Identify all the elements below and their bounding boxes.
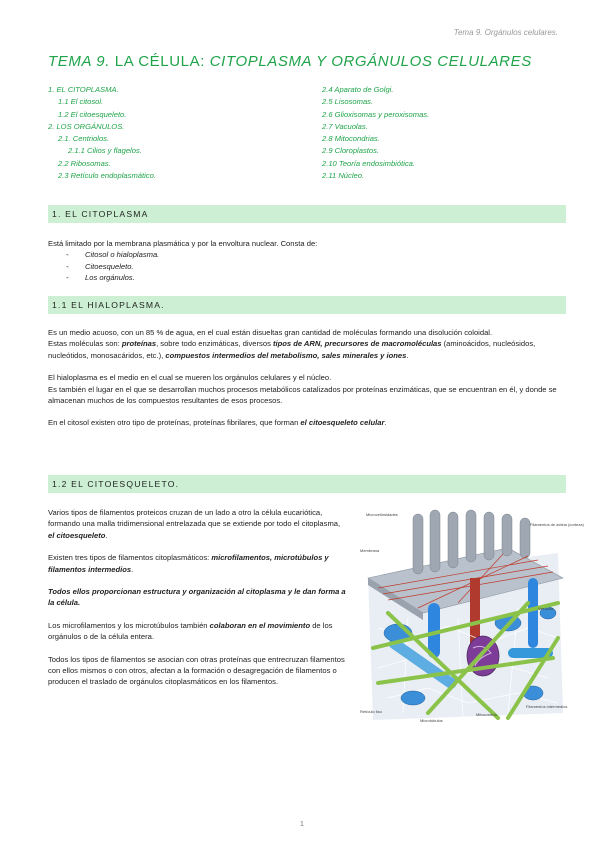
toc-left-column	[48, 84, 308, 182]
label-microvilli: Microvellosidades	[366, 512, 398, 517]
label-membrane: Membrana	[360, 548, 380, 553]
toc-item[interactable]: 2.4 Aparato de Golgi.	[322, 85, 394, 94]
cytoskeleton-diagram	[358, 508, 584, 724]
label-reticulum: Retículo liso	[360, 709, 382, 714]
page-number: 1	[300, 821, 304, 828]
label-actin: Filamentos de actina (corteza)	[530, 522, 584, 527]
paragraph: Los microfilamentos y los microtúbulos también colaboran en el movimiento de los orgánulos o de la célula entera.	[48, 620, 333, 642]
paragraph: Existen tres tipos de filamentos citoplasmáticos: microfilamentos, microtúbulos y filamentos intermedios.	[48, 553, 329, 574]
toc-item[interactable]: 2.8 Mitocondrias.	[322, 134, 380, 144]
paragraph: Varios tipos de filamentos proteicos cruzan de un lado a otro la célula eucariótica, formando una malla tridimensional entrelazada que se extiende por todo el citoplasma, el citoesqueleto.	[48, 508, 341, 540]
paragraph: Todos los tipos de filamentos se asocian con otras proteínas que entrecruzan filamentos con ellos mismos o con otros, afectan a la formación o desagregación de filamentos o producen el traslado de orgánulos citoplasmáticos en los filamentos.	[48, 654, 345, 687]
toc-item[interactable]: 2.2 Ribosomas.	[58, 158, 111, 168]
paragraph: En el citosol existen otro tipo de proteínas, proteínas fibrilares, que forman el citoesqueleto celular.	[48, 418, 387, 428]
paragraph: Es un medio acuoso, con un 85 % de agua, en el cual están disueltas gran cantidad de moléculas formando una disolución coloidal.	[48, 328, 493, 337]
toc-item[interactable]: 2.5 Lisosomas.	[322, 97, 374, 107]
running-header: Tema 9. Orgánulos celulares.	[453, 28, 558, 37]
toc-item[interactable]: 2.9 Cloroplastos.	[322, 146, 379, 156]
toc-item[interactable]: 2.11 Núcleo.	[322, 171, 365, 181]
list-item: - Citosol o hialoplasma.	[66, 250, 160, 260]
label-vesicle: Vesícula	[538, 606, 554, 611]
cytoskeleton-illustration	[358, 508, 584, 724]
paragraph: Es también el lugar en el que se desarrollan muchos procesos metabólicos catalizados por proteínas enzimáticas, que se encuentran en él, y donde se almacenan muchos de los compuestos resultantes de esos procesos.	[48, 384, 557, 406]
toc-item[interactable]: 2. LOS ORGÁNULOS.	[48, 121, 125, 131]
title-part-2: LA CÉLULA:	[114, 53, 210, 70]
toc-item[interactable]: 2.1. Centriolos.	[58, 134, 110, 144]
citoesqueleto-body	[48, 507, 348, 699]
label-mitochondrion: Mitocondria	[476, 712, 497, 717]
section-heading-citoplasma: 1. EL CITOPLASMA	[48, 205, 566, 223]
citoplasma-body	[48, 238, 562, 284]
toc-item[interactable]: 2.1.1 Cilios y flagelos.	[68, 146, 142, 156]
toc-right-column	[322, 84, 562, 182]
toc-item[interactable]: 2.6 Glioxisomas y peroxisomas.	[322, 109, 430, 119]
hialoplasma-body	[48, 327, 562, 429]
label-intermediate: Filamentos intermedios	[526, 704, 568, 709]
toc-item[interactable]: 1.2 El citoesqueleto.	[58, 109, 127, 119]
section-heading-citoesqueleto: 1.2 EL CITOESQUELETO.	[48, 475, 566, 493]
page-title	[48, 53, 532, 70]
toc-item[interactable]: 2.3 Retículo endoplasmático.	[58, 171, 156, 181]
section-heading-hialoplasma: 1.1 EL HIALOPLASMA.	[48, 296, 566, 314]
paragraph: Estas moléculas son: proteínas, sobre todo enzimáticas, diversos tipos de ARN, precursores de macromoléculas (aminoácidos, nucleósidos, nucleótidos, monosacáridos, etc.), compuestos intermedios del metabolismo, sales minerales y iones.	[48, 339, 536, 360]
title-part-3: CITOPLASMA Y ORGÁNULOS CELULARES	[209, 53, 532, 70]
list-item: - Los orgánulos.	[66, 273, 135, 283]
label-microtubules: Microtúbulos	[420, 718, 443, 723]
toc-item[interactable]: 1. EL CITOPLASMA.	[48, 85, 119, 94]
paragraph: El hialoplasma es el medio en el cual se mueren los orgánulos celulares y el núcleo.	[48, 373, 332, 383]
toc-item[interactable]: 1.1 El citosol.	[58, 97, 104, 107]
title-part-1: TEMA 9.	[48, 53, 115, 70]
toc-item[interactable]: 2.7 Vacuolas.	[322, 121, 368, 131]
paragraph: Todos ellos proporcionan estructura y organización al citoplasma y le dan forma a la célula.	[48, 587, 346, 608]
toc-item[interactable]: 2.10 Teoría endosimbiótica.	[322, 158, 416, 168]
citoplasma-intro: Está limitado por la membrana plasmática y por la envoltura nuclear. Consta de:	[48, 239, 318, 248]
list-item: - Citoesqueleto.	[66, 261, 134, 271]
